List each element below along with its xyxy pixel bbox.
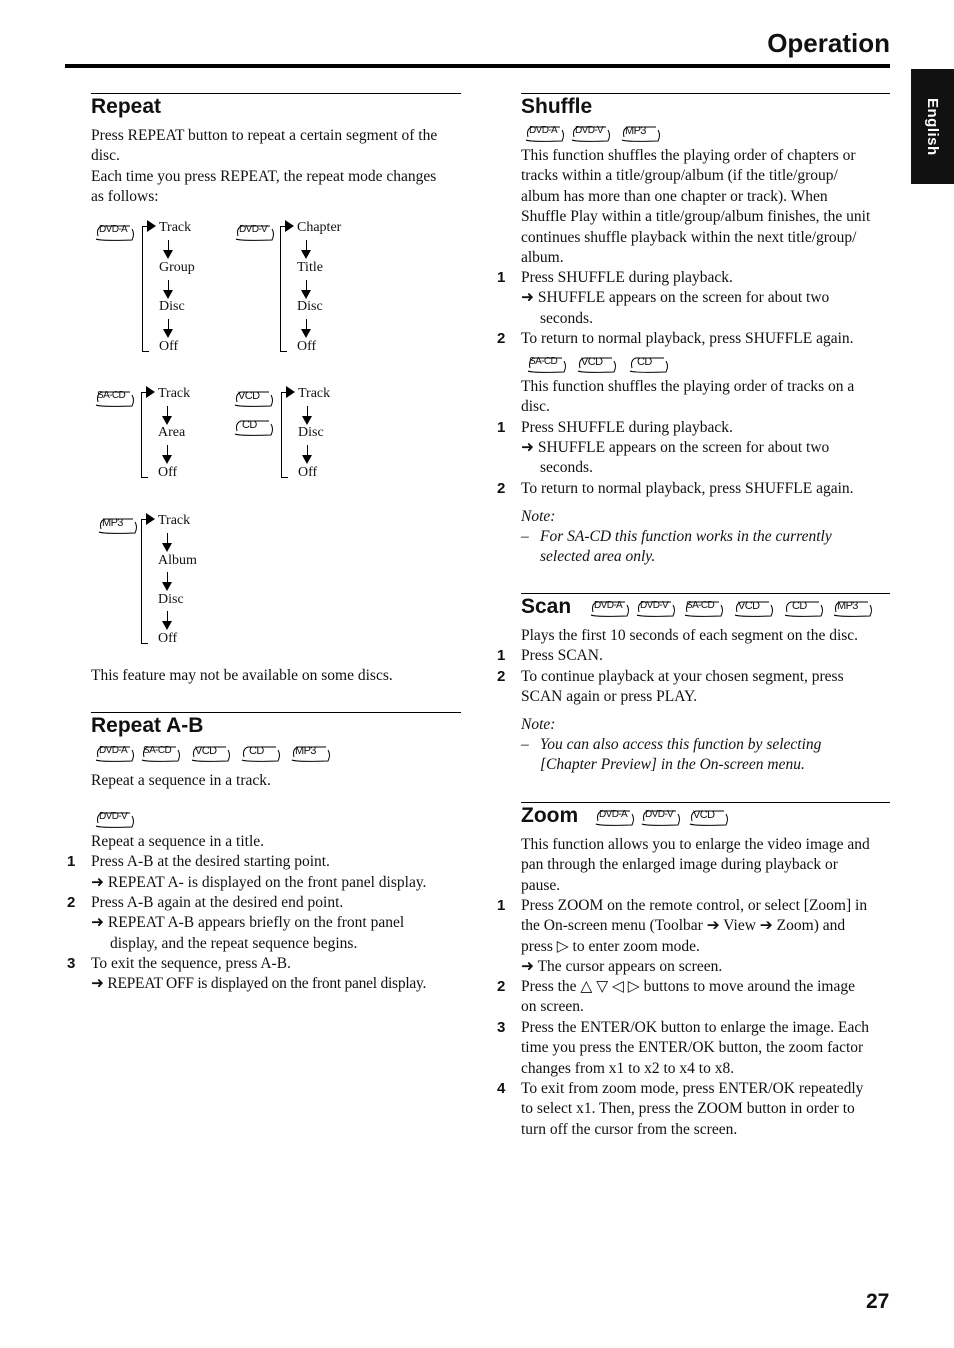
flow-arrowhead	[163, 250, 173, 259]
note-label: Note:	[521, 508, 556, 525]
repeat-intro-line: disc.	[91, 147, 120, 165]
flow-item: Track	[158, 386, 191, 401]
text-line: This function shuffles the playing order of tracks on a	[521, 378, 855, 395]
note-label: Note:	[521, 716, 556, 733]
disc-badge-label: CD	[792, 600, 807, 612]
zoom-intro	[521, 835, 893, 896]
disc-badge-label: CD	[242, 419, 257, 431]
disc-badge-label: DVD-V	[99, 811, 128, 822]
repeat-intro-line: as follows:	[91, 188, 159, 206]
disc-badge-label: MP3	[102, 517, 123, 529]
step-number: 4	[497, 1080, 506, 1097]
flow-arrowhead	[163, 290, 173, 299]
scan-heading: Scan	[521, 595, 572, 618]
disc-badge-label: CD	[249, 745, 264, 757]
text-line: continues shuffle playback within the next title/group/	[521, 228, 857, 246]
zoom-rule	[521, 802, 890, 803]
repeat-ab-heading: Repeat A-B	[91, 714, 204, 737]
page-title: Operation	[767, 28, 890, 58]
flow-bracket	[141, 392, 148, 478]
text-line: time you press the ENTER/OK button, the zoom factor	[521, 1039, 864, 1057]
disc-badge-label: DVD-V	[640, 600, 669, 611]
flow-arrowhead	[302, 416, 312, 425]
step-number: 1	[497, 897, 506, 914]
title-rule	[65, 64, 890, 68]
shuffle-rule	[521, 93, 890, 94]
flow-item: Disc	[158, 592, 184, 607]
note-dash: –	[521, 528, 529, 545]
flow-item: Disc	[298, 425, 324, 440]
step-number: 2	[67, 894, 76, 911]
text-line: Press ZOOM on the remote control, or select [Zoom] in	[521, 897, 868, 914]
disc-badge-label: DVD-V	[645, 809, 674, 820]
text-line: pause.	[521, 876, 561, 894]
note-dash: –	[521, 736, 529, 753]
step-number: 1	[497, 269, 506, 286]
flow-item: Off	[298, 465, 318, 480]
step-text	[521, 977, 893, 1018]
text-line: to select x1. Then, press the ZOOM button in order to	[521, 1100, 855, 1118]
flow-item: Track	[159, 220, 192, 235]
step-text	[521, 1079, 893, 1140]
step-result: ➜ REPEAT OFF is displayed on the front panel display.	[91, 975, 427, 992]
text-line: This function allows you to enlarge the video image and	[521, 836, 870, 853]
step-text: To exit the sequence, press A-B.	[91, 955, 291, 972]
step-number: 2	[497, 978, 506, 995]
flow-bracket	[141, 519, 148, 644]
step-result: seconds.	[540, 310, 593, 327]
disc-badge-label: SA-CD	[529, 356, 558, 367]
note-line: For SA-CD this function works in the currently	[540, 528, 832, 545]
text-line: press ▷ to enter zoom mode.	[521, 937, 700, 955]
text-line: changes from x1 to x2 to x4 to x8.	[521, 1059, 735, 1077]
step-text: Press SCAN.	[521, 647, 603, 664]
step-number: 1	[497, 419, 506, 436]
note-line: selected area only.	[540, 548, 656, 566]
disc-badge-label: VCD	[738, 600, 760, 612]
text-line: tracks within a title/group/album (if the title/group/	[521, 167, 838, 185]
disc-badge-label: DVD-V	[575, 125, 604, 136]
flow-bracket	[280, 226, 287, 352]
repeat-ab-text1: Repeat a sequence in a track.	[91, 772, 271, 789]
disc-badge-label: DVD-V	[239, 224, 268, 235]
text-line: To exit from zoom mode, press ENTER/OK repeatedly	[521, 1080, 864, 1097]
flow-bracket	[142, 226, 149, 352]
note-line: [Chapter Preview] in the On-screen menu.	[540, 756, 805, 774]
flow-arrowhead	[301, 250, 311, 259]
repeat-intro	[91, 126, 463, 208]
disc-badge-label: DVD-A	[99, 745, 128, 756]
flow-item: Off	[158, 465, 178, 480]
text-line: Press the ENTER/OK button to enlarge the image. Each	[521, 1019, 869, 1036]
flow-item: Off	[297, 339, 317, 354]
scan-intro: Plays the first 10 seconds of each segment on the disc.	[521, 627, 859, 644]
flow-start-arrow	[146, 386, 155, 398]
language-tab-label: English	[924, 97, 941, 156]
shuffle-para2	[521, 377, 893, 418]
flow-arrowhead	[301, 329, 311, 338]
flow-arrowhead	[162, 416, 172, 425]
flow-arrowhead	[302, 455, 312, 464]
flow-item: Album	[158, 553, 197, 568]
step-text: Press A-B again at the desired end point.	[91, 894, 344, 911]
step-number: 2	[497, 480, 506, 497]
text-line: pan through the enlarged image during playback or	[521, 856, 838, 874]
step-text: To continue playback at your chosen segment, press	[521, 668, 844, 685]
flow-arrowhead	[162, 455, 172, 464]
text-line: turn off the cursor from the screen.	[521, 1120, 738, 1138]
flow-item: Chapter	[297, 220, 342, 235]
text-line: This function shuffles the playing order of chapters or	[521, 147, 856, 164]
language-tab	[911, 69, 954, 184]
step-result: ➜ REPEAT A- is displayed on the front panel display.	[91, 874, 427, 891]
flow-start-arrow	[147, 220, 156, 232]
flow-item: Off	[158, 631, 178, 646]
disc-badge-label: DVD-A	[599, 809, 628, 820]
flow-item: Title	[297, 260, 323, 275]
zoom-heading: Zoom	[521, 804, 579, 827]
step-result: ➜ SHUFFLE appears on the screen for about two	[521, 439, 830, 456]
step-result: display, and the repeat sequence begins.	[110, 935, 358, 952]
text-line: the On-screen menu (Toolbar ➔ View ➔ Zoom) and	[521, 917, 846, 935]
disc-badge-label: VCD	[238, 390, 260, 402]
step-number: 1	[67, 853, 76, 870]
text-line: ➜ The cursor appears on screen.	[521, 958, 723, 976]
step-text: Press A-B at the desired starting point.	[91, 853, 330, 870]
step-result: seconds.	[540, 459, 593, 476]
note-text	[540, 735, 821, 776]
flow-arrowhead	[163, 329, 173, 338]
flow-bracket	[281, 392, 288, 478]
text-line: Press the △ ▽ ◁ ▷ buttons to move around the image	[521, 978, 855, 995]
flow-arrowhead	[162, 543, 172, 552]
note-text	[540, 527, 832, 568]
disc-badge-label: VCD	[195, 745, 217, 757]
flow-item: Area	[158, 425, 186, 440]
disc-badge-label: CD	[637, 356, 652, 368]
disc-badge-label: DVD-A	[99, 224, 128, 235]
text-line: on screen.	[521, 998, 584, 1016]
disc-badge-label: DVD-A	[594, 600, 623, 611]
shuffle-para1	[521, 146, 893, 268]
note-line: You can also access this function by selecting	[540, 736, 822, 753]
flow-item: Track	[158, 513, 191, 528]
step-text: To return to normal playback, press SHUFFLE again.	[521, 330, 854, 347]
scan-rule	[521, 593, 890, 594]
step-result: ➜ SHUFFLE appears on the screen for about two	[521, 289, 830, 306]
flow-arrowhead	[162, 582, 172, 591]
text-line: Shuffle Play within a title/group/album finishes, the unit	[521, 208, 871, 226]
disc-badge-label: SA-CD	[143, 745, 172, 756]
flow-item: Off	[159, 339, 179, 354]
disc-badge-label: MP3	[625, 125, 646, 137]
flow-item: Disc	[159, 299, 185, 314]
flow-start-arrow	[285, 220, 294, 232]
text-line: disc.	[521, 398, 550, 416]
disc-badge-label: MP3	[295, 745, 316, 757]
step-text: SCAN again or press PLAY.	[521, 688, 698, 705]
repeat-footer: This feature may not be available on some discs.	[91, 667, 393, 684]
step-result: ➜ REPEAT A-B appears briefly on the front panel	[91, 914, 405, 931]
text-line: album has more than one chapter or track). When	[521, 187, 828, 205]
repeat-ab-rule	[91, 712, 461, 713]
flow-item: Disc	[297, 299, 323, 314]
disc-badge-label: SA-CD	[686, 600, 715, 611]
step-text: Press SHUFFLE during playback.	[521, 269, 733, 286]
repeat-ab-text2: Repeat a sequence in a title.	[91, 833, 265, 850]
page-number: 27	[866, 1290, 890, 1313]
flow-start-arrow	[286, 386, 295, 398]
repeat-intro-line: Press REPEAT button to repeat a certain segment of the	[91, 127, 438, 144]
disc-badge-label: DVD-A	[529, 125, 558, 136]
flow-start-arrow	[146, 513, 155, 525]
step-text	[521, 896, 893, 978]
step-number: 3	[67, 955, 76, 972]
repeat-rule	[91, 93, 461, 94]
step-number: 1	[497, 647, 506, 664]
disc-badge-label: VCD	[693, 809, 715, 821]
step-text: Press SHUFFLE during playback.	[521, 419, 733, 436]
flow-arrowhead	[162, 621, 172, 630]
repeat-intro-line: Each time you press REPEAT, the repeat mode changes	[91, 167, 437, 185]
step-number: 3	[497, 1019, 506, 1036]
flow-item: Group	[159, 260, 195, 275]
disc-badge-label: SA-CD	[97, 390, 126, 401]
shuffle-heading: Shuffle	[521, 95, 593, 118]
text-line: album.	[521, 249, 564, 267]
disc-badge-label: VCD	[581, 356, 603, 368]
disc-badge-label: MP3	[837, 600, 858, 612]
step-text: To return to normal playback, press SHUFFLE again.	[521, 480, 854, 497]
repeat-heading: Repeat	[91, 95, 162, 118]
step-number: 2	[497, 330, 506, 347]
step-number: 2	[497, 668, 506, 685]
flow-arrowhead	[301, 290, 311, 299]
step-text	[521, 1018, 893, 1079]
flow-item: Track	[298, 386, 331, 401]
